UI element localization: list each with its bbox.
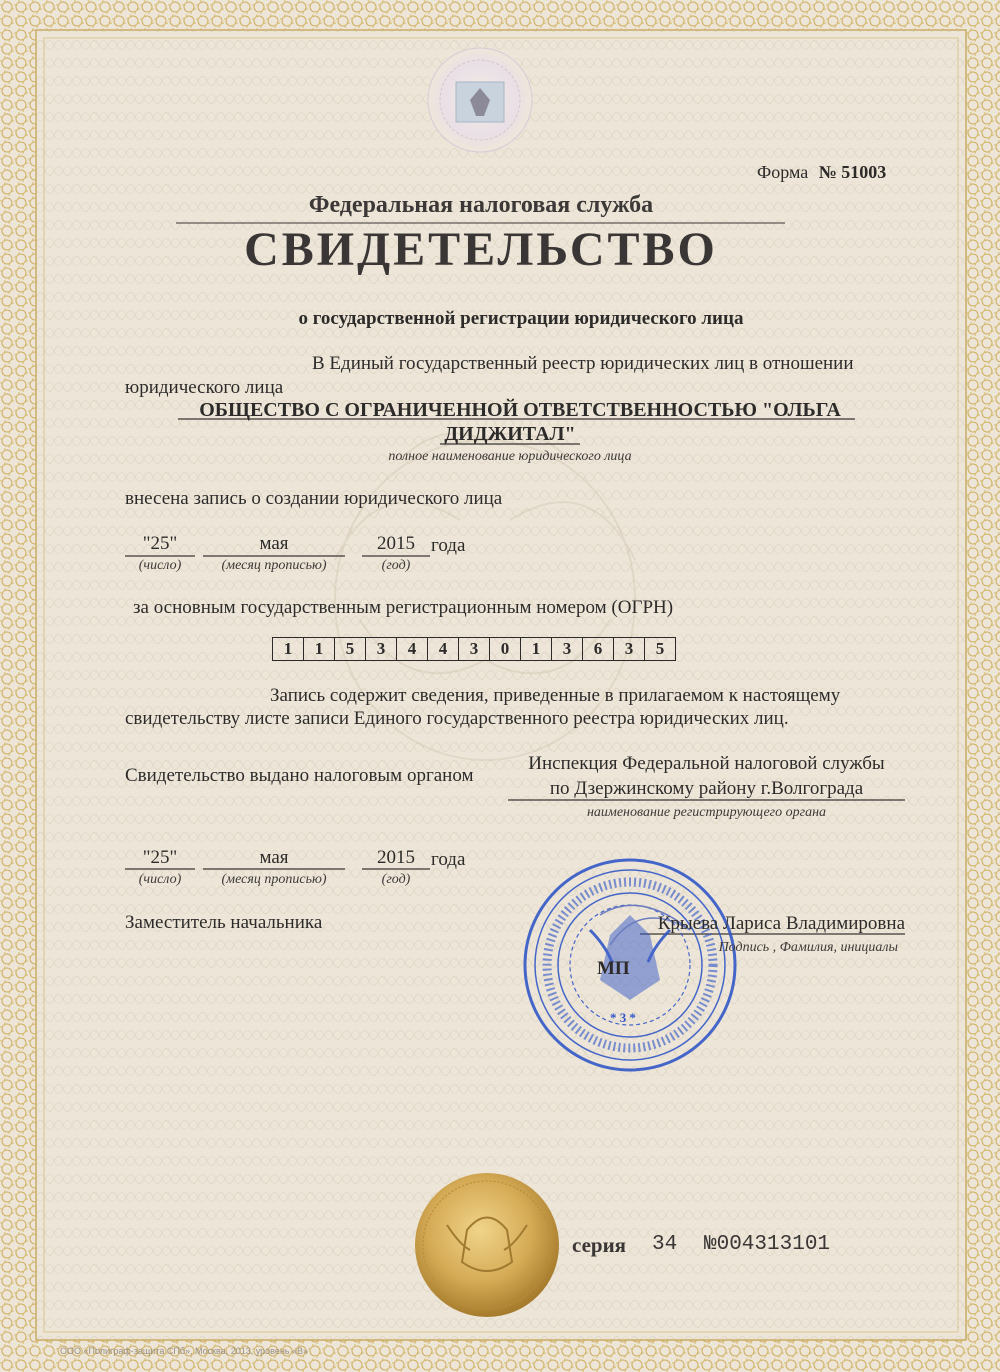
page-title: СВИДЕТЕЛЬСТВО: [244, 223, 718, 276]
ogrn-digit: 3: [614, 638, 645, 660]
signer-position: Заместитель начальника: [125, 912, 323, 933]
series-value: 34: [652, 1233, 678, 1256]
date2-month-caption: (месяц прописью): [221, 872, 327, 887]
company-name-caption: полное наименование юридического лица: [388, 449, 632, 464]
ogrn-digit: 0: [490, 638, 521, 660]
date2-year-suffix: года: [431, 849, 466, 870]
date2-year: 2015: [377, 847, 415, 868]
form-label: Форма: [757, 162, 809, 182]
form-number-value: № 51003: [818, 162, 887, 182]
date1-year: 2015: [377, 533, 415, 554]
authority-line-1: Инспекция Федеральной налоговой службы: [528, 753, 885, 774]
stamp-place-mark: МП: [597, 958, 630, 979]
date1-month: мая: [259, 533, 289, 554]
signer-caption: Подпись , Фамилия, инициалы: [718, 940, 898, 955]
authority-caption: наименование регистрирующего органа: [586, 805, 827, 820]
ogrn-digit: 4: [397, 638, 428, 660]
ogrn-digit: 1: [521, 638, 552, 660]
ogrn-digit: 5: [655, 639, 665, 658]
date2-day: "25": [142, 847, 178, 868]
certificate-number: №004313101: [704, 1233, 831, 1256]
page-subtitle: о государственной регистрации юридического лица: [298, 308, 744, 329]
gold-seal: [415, 1173, 559, 1317]
hologram-emblem: [428, 48, 532, 152]
date1-year-suffix: года: [431, 535, 466, 556]
printer-credit: ООО «Полиграф-защита СПб», Москва, 2013, уровень «В»: [60, 1346, 308, 1356]
series-label: серия: [572, 1233, 627, 1257]
date2-day-caption: (число): [138, 872, 182, 887]
company-name-line-1: ОБЩЕСТВО С ОГРАНИЧЕННОЙ ОТВЕТСТВЕННОСТЬЮ "ОЛЬГА: [199, 399, 841, 421]
signer-name: Крыева Лариса Владимировна: [657, 913, 905, 934]
date2-month: мая: [259, 847, 289, 868]
intro-line-2: юридического лица: [125, 377, 284, 398]
record-text: внесена запись о создании юридического лица: [125, 488, 503, 509]
agency-name: Федеральная налоговая служба: [308, 192, 654, 218]
ogrn-digit: 1: [273, 638, 304, 660]
ogrn-text: за основным государственным регистрационным номером (ОГРН): [133, 597, 674, 618]
company-name-line-2: ДИДЖИТАЛ": [444, 423, 576, 445]
date1-day: "25": [142, 533, 178, 554]
issued-by-label: Свидетельство выдано налоговым органом: [125, 765, 474, 786]
intro-line-1: В Единый государственный реестр юридических лиц в отношении: [312, 353, 854, 374]
date1-year-caption: (год): [381, 558, 411, 573]
note-line-2: свидетельству листе записи Единого государственного реестра юридических лиц.: [125, 708, 789, 729]
ogrn-digit: 3: [366, 638, 397, 660]
stamp-center-mark: * 3 *: [610, 1010, 636, 1025]
date2-year-caption: (год): [381, 872, 411, 887]
ogrn-digit: 3: [459, 638, 490, 660]
form-number: [757, 162, 886, 183]
ogrn-digit: 6: [583, 638, 614, 660]
date1-day-caption: (число): [138, 558, 182, 573]
ogrn-boxes: [272, 637, 676, 661]
ogrn-digit: 4: [428, 638, 459, 660]
ogrn-digit: 5: [335, 638, 366, 660]
ogrn-digit: 1: [304, 638, 335, 660]
date1-month-caption: (месяц прописью): [221, 558, 327, 573]
note-line-1: Запись содержит сведения, приведенные в прилагаемом к настоящему: [270, 685, 841, 706]
ogrn-digit: 3: [552, 638, 583, 660]
authority-line-2: по Дзержинскому району г.Волгограда: [549, 778, 864, 799]
